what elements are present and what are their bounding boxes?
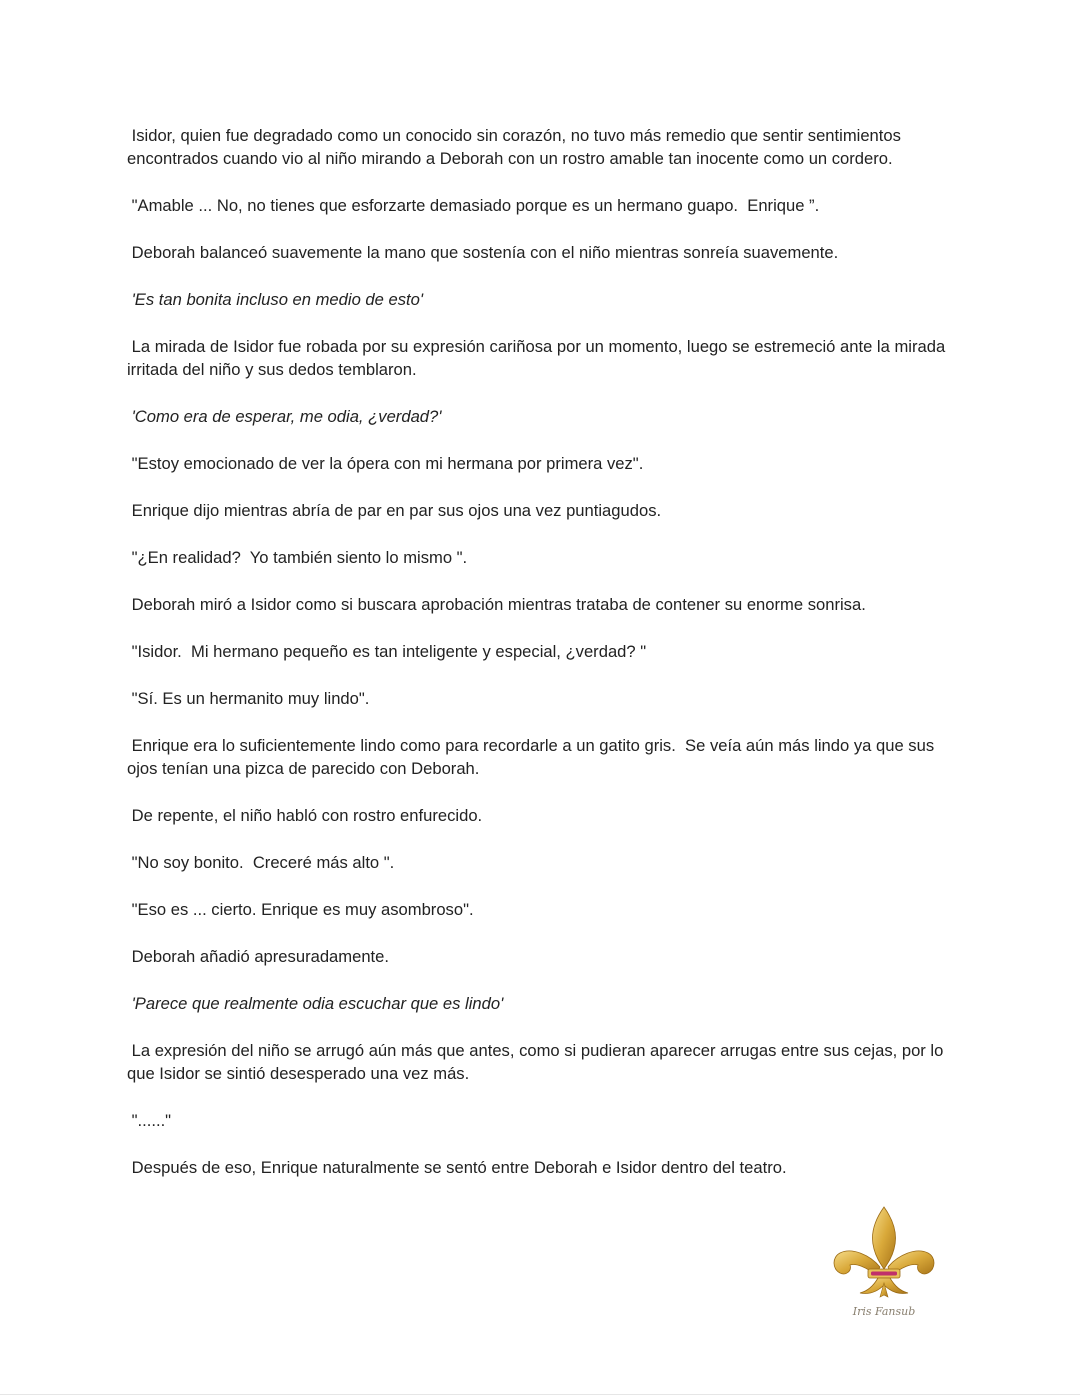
paragraph: Deborah añadió apresuradamente. <box>127 947 390 966</box>
logo-signature: Iris Fansub <box>852 1305 916 1318</box>
paragraph: Deborah miró a Isidor como si buscara aprobación mientras trataba de contener su enorme sonrisa. <box>127 595 866 614</box>
document-body <box>127 124 957 1203</box>
paragraph: "Sí. Es un hermanito muy lindo". <box>127 689 370 708</box>
paragraph: La mirada de Isidor fue robada por su expresión cariñosa por un momento, luego se estremeció ante la mirada irritada del niño y sus dedos temblaron. <box>127 337 950 379</box>
paragraph: 'Es tan bonita incluso en medio de esto' <box>127 290 424 309</box>
paragraph: "Eso es ... cierto. Enrique es muy asombroso". <box>127 900 474 919</box>
fansub-logo <box>830 1205 938 1323</box>
paragraph: "No soy bonito. Creceré más alto ". <box>127 853 395 872</box>
paragraph: "Estoy emocionado de ver la ópera con mi hermana por primera vez". <box>127 454 644 473</box>
paragraph: De repente, el niño habló con rostro enfurecido. <box>127 806 483 825</box>
paragraph: Enrique era lo suficientemente lindo como para recordarle a un gatito gris. Se veía aún más lindo ya que sus ojos tenían una pizca de parecido con Deborah. <box>127 736 939 778</box>
paragraph: Enrique dijo mientras abría de par en par sus ojos una vez puntiagudos. <box>127 501 662 520</box>
paragraph: 'Parece que realmente odia escuchar que es lindo' <box>127 994 504 1013</box>
paragraph: 'Como era de esperar, me odia, ¿verdad?' <box>127 407 442 426</box>
paragraph: "......" <box>127 1111 172 1130</box>
paragraph: "Amable ... No, no tienes que esforzarte demasiado porque es un hermano guapo. Enrique ”. <box>127 196 820 215</box>
paragraph: Deborah balanceó suavemente la mano que sostenía con el niño mientras sonreía suavemente. <box>127 243 839 262</box>
paragraph: "¿En realidad? Yo también siento lo mismo ". <box>127 548 468 567</box>
paragraph: Isidor, quien fue degradado como un conocido sin corazón, no tuvo más remedio que sentir sentimientos encontrados cuando vio al niño mirando a Deborah con un rostro amable tan inocente como un cordero. <box>127 126 906 168</box>
paragraph: "Isidor. Mi hermano pequeño es tan inteligente y especial, ¿verdad? " <box>127 642 647 661</box>
paragraph: Después de eso, Enrique naturalmente se sentó entre Deborah e Isidor dentro del teatro. <box>127 1158 787 1177</box>
fleur-de-lis-icon <box>830 1205 938 1323</box>
paragraph: La expresión del niño se arrugó aún más que antes, como si pudieran aparecer arrugas entre sus cejas, por lo que Isidor se sintió desesperado una vez más. <box>127 1041 948 1083</box>
